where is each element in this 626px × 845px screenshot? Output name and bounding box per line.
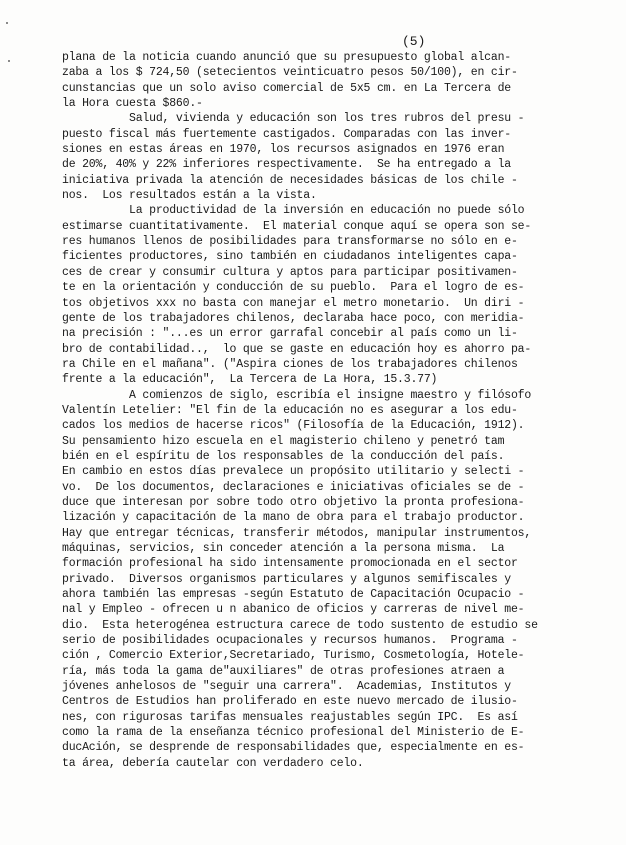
text-line: jóvenes anhelosos de "seguir una carrera". Academias, Institutos y [62,680,511,694]
text-line: ces de crear y consumir cultura y aptos para participar positivamen- [62,265,518,279]
text-line: bién en el espíritu de los responsables de la conducción del país. [62,449,505,463]
text-line: Hay que entregar técnicas, transferir métodos, manipular instrumentos, [62,526,532,540]
text-line: Valentín Letelier: "El fin de la educación no es asegurar a los edu- [62,403,518,417]
text-line: cunstancias que un solo aviso comercial de 5x5 cm. en La Tercera de [62,81,511,95]
text-line: frente a la educación", La Tercera de La Hora, 15.3.77) [62,373,438,387]
text-line: plana de la noticia cuando anunció que su presupuesto global alcan- [62,51,511,64]
text-line: cados los medios de hacerse ricos" (Filosofía de la Educación, 1912). [62,419,525,433]
text-line: ra Chile en el mañana". ("Aspira ciones de los trabajadores chilenos [62,357,518,371]
text-line: na precisión : "...es un error garrafal concebir al país como un li- [62,327,518,341]
text-line: como la rama de la enseñanza técnico profesional del Ministerio de E- [62,726,525,740]
text-line: estimarse cuantitativamente. El material conque aquí se opera son se- [62,219,532,233]
text-line: vo. De los documentos, declaraciones e iniciativas oficiales se de - [62,480,525,494]
text-line: lización y capacitación de la mano de obra para el trabajo productor. [62,511,525,525]
text-line: tos objetivos xxx no basta con manejar el metro monetario. Un diri - [62,296,525,310]
text-line: gente de los trabajadores chilenos, declaraba hace poco, con meridia- [62,311,525,325]
text-line: Centros de Estudios han proliferado en este nuevo mercado de ilusio- [62,695,518,709]
text-line: la Hora cuesta $860.- [62,97,203,111]
scan-speck [6,22,8,24]
text-line: ducAción, se desprende de responsabilidades que, especialmente en es- [62,741,525,755]
text-line: iniciativa privada la atención de necesidades básicas de los chile - [62,173,518,187]
text-line: ta área, debería cautelar con verdadero celo. [62,756,364,770]
text-line: res humanos llenos de posibilidades para transformarse no sólo en e- [62,235,518,249]
text-line: ficientes productores, sino también en ciudadanos inteligentes capa- [62,250,518,264]
text-line: Su pensamiento hizo escuela en el magisterio chileno y penetró tam [62,434,505,448]
text-line: ahora también las empresas -según Estatuto de Capacitación Ocupacio - [62,588,525,602]
text-line: bro de contabilidad.., lo que se gaste en educación hoy es ahorro pa- [62,342,532,356]
text-line: duce que interesan por sobre todo otro objetivo la pronta profesiona- [62,495,525,509]
text-line: te en la orientación y conducción de su pueblo. Para el logro de es- [62,281,525,295]
text-line: Salud, vivienda y educación son los tres rubros del presu - [62,112,525,126]
text-line: serio de posibilidades ocupacionales y recursos humanos. Programa - [62,634,518,648]
page-number: (5) [402,34,426,49]
text-line: nes, con rigurosas tarifas mensuales reajustables según IPC. Es así [62,710,518,724]
text-line: A comienzos de siglo, escribía el insigne maestro y filósofo [62,388,532,402]
text-line: siones en estas áreas en 1970, los recursos asignados en 1976 eran [62,143,505,157]
scan-speck [8,60,10,62]
text-line: nos. Los resultados están a la vista. [62,189,317,203]
text-line: La productividad de la inversión en educación no puede sólo [62,204,525,218]
text-line: privado. Diversos organismos particulares y algunos semifiscales y [62,572,511,586]
body-text [62,50,582,771]
text-line: de 20%, 40% y 22% inferiores respectivamente. Se ha entregado a la [62,158,511,172]
text-line: formación profesional ha sido intensamente promocionada en el sector [62,557,518,571]
text-line: En cambio en estos días prevalece un propósito utilitario y selecti - [62,465,525,479]
text-line: zaba a los $ 724,50 (setecientos veinticuatro pesos 50/100), en cir- [62,66,518,80]
text-line: nal y Empleo - ofrecen u n abanico de oficios y carreras de nivel me- [62,603,525,617]
text-line: máquinas, servicios, sin conceder atención a la persona misma. La [62,542,505,555]
text-line: puesto fiscal más fuertemente castigados. Comparadas con las inver- [62,127,511,141]
text-line: ción , Comercio Exterior,Secretariado, Turismo, Cosmetología, Hotele- [62,649,525,663]
text-line: dio. Esta heterogénea estructura carece de todo sustento de estudio se [62,618,538,632]
text-line: ría, más toda la gama de"auxiliares" de otras profesiones atraen a [62,664,505,678]
